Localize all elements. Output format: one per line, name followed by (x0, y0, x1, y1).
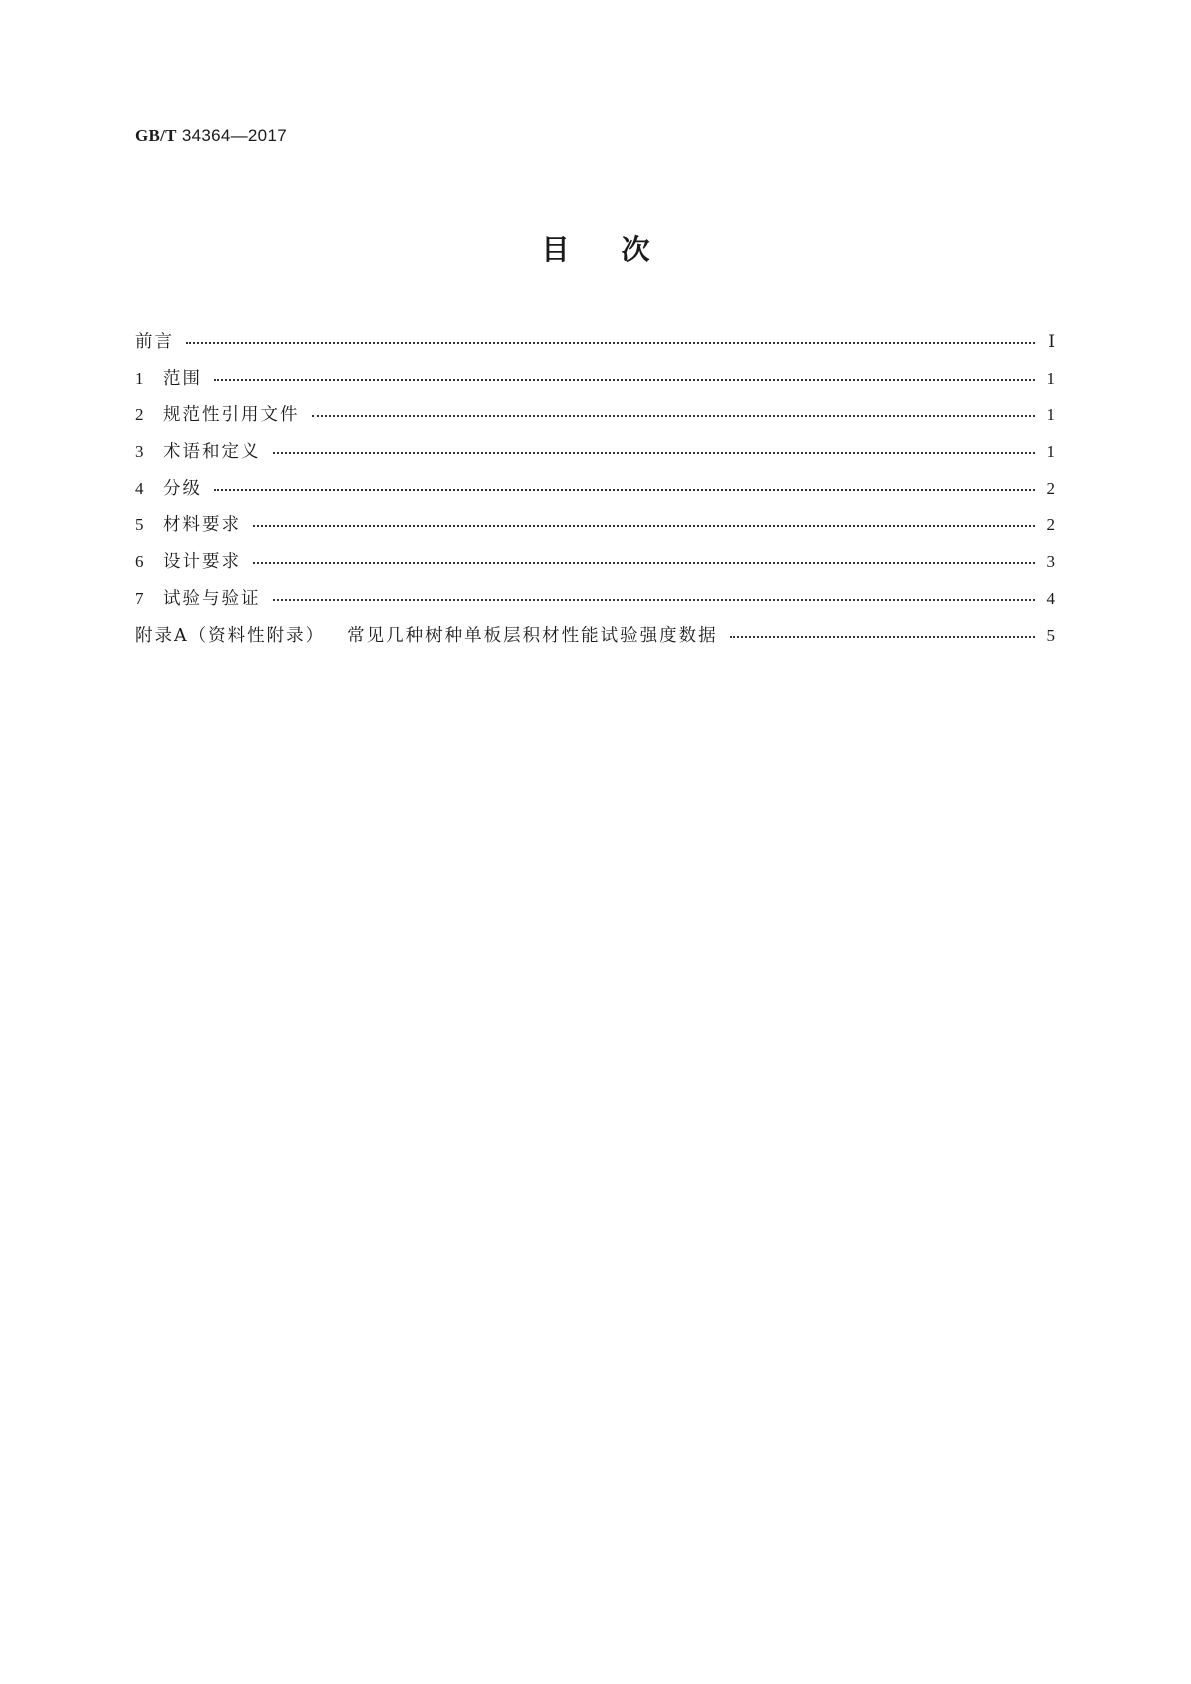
toc-entry-page: 3 (1046, 552, 1055, 572)
page-title: 目次 (541, 233, 702, 266)
table-of-contents (135, 328, 1055, 658)
toc-entry-number: 6 (135, 552, 144, 572)
toc-entry-label: 前言 (135, 332, 174, 352)
standard-number: 34364—2017 (181, 126, 287, 145)
toc-entry-number: 3 (135, 442, 144, 462)
toc-entry-page: 2 (1046, 515, 1055, 535)
toc-entry-label: 试验与验证 (163, 588, 261, 609)
toc-entry-design-requirements[interactable] (135, 548, 1055, 585)
toc-entry-page: 2 (1046, 478, 1055, 498)
toc-entry-grading[interactable] (135, 475, 1055, 512)
toc-entry-label: 规范性引用文件 (163, 405, 300, 426)
toc-entry-number: 2 (135, 405, 144, 425)
toc-leader-dots (273, 452, 1036, 454)
toc-entry-number: 7 (135, 588, 144, 608)
toc-entry-label: 分级 (163, 478, 202, 499)
standard-code (135, 126, 287, 146)
toc-leader-dots (253, 525, 1035, 527)
toc-entry-foreword[interactable] (135, 328, 1055, 365)
toc-entry-page: 1 (1046, 442, 1055, 462)
toc-entry-page: 4 (1046, 588, 1055, 608)
toc-entry-page: 1 (1046, 368, 1055, 388)
toc-entry-number: 5 (135, 515, 144, 535)
toc-entry-label: 附录A（资料性附录） (135, 625, 326, 646)
toc-entry-number: 1 (135, 368, 144, 388)
toc-entry-label: 材料要求 (163, 515, 241, 536)
toc-leader-dots (214, 489, 1035, 491)
toc-entry-annex-a[interactable] (135, 622, 1055, 659)
toc-leader-dots (312, 415, 1036, 417)
toc-leader-dots (214, 379, 1035, 381)
toc-leader-dots (730, 636, 1035, 638)
toc-leader-dots (253, 562, 1035, 564)
toc-entry-page: 1 (1046, 405, 1055, 425)
toc-leader-dots (186, 342, 1035, 344)
toc-entry-label: 术语和定义 (163, 442, 261, 463)
toc-entry-sublabel: 常见几种树种单板层积材性能试验强度数据 (347, 625, 718, 646)
toc-entry-scope[interactable] (135, 365, 1055, 402)
toc-entry-material-requirements[interactable] (135, 511, 1055, 548)
toc-entry-testing-verification[interactable] (135, 585, 1055, 622)
toc-entry-normative-references[interactable] (135, 401, 1055, 438)
toc-entry-page: Ⅰ (1048, 332, 1055, 351)
toc-entry-label: 范围 (163, 368, 202, 389)
standard-prefix: GB/T (135, 126, 177, 145)
toc-entry-terms-definitions[interactable] (135, 438, 1055, 475)
toc-entry-page: 5 (1046, 625, 1055, 645)
toc-leader-dots (273, 599, 1036, 601)
toc-entry-label: 设计要求 (163, 552, 241, 573)
toc-entry-number: 4 (135, 478, 144, 498)
